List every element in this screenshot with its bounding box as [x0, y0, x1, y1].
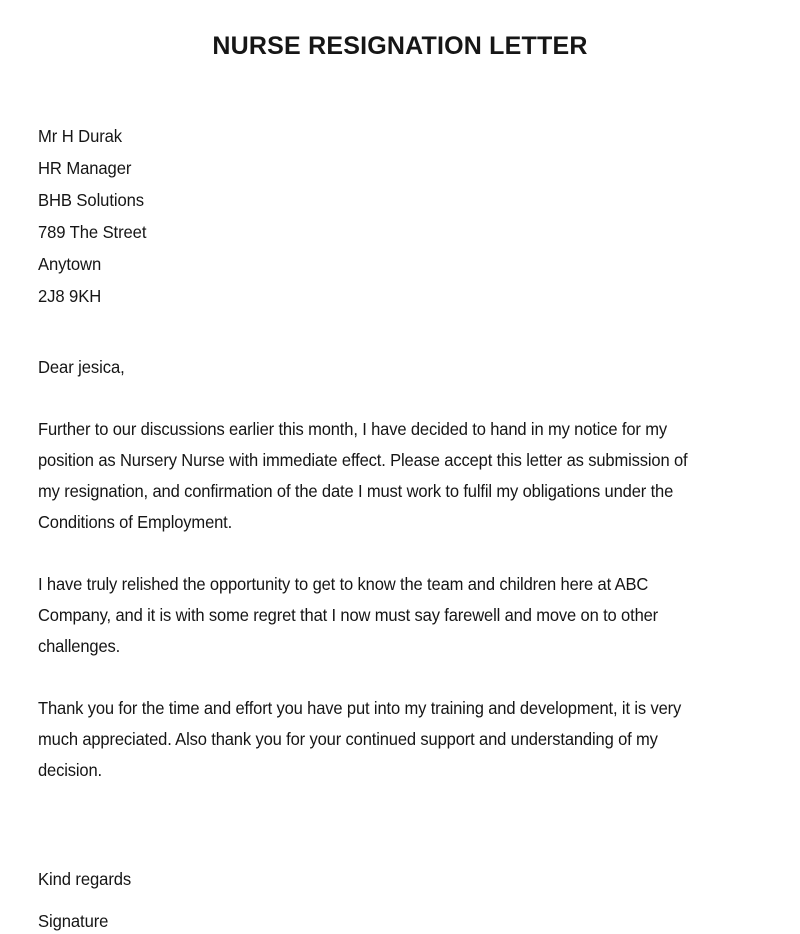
paragraph-line: Further to our discussions earlier this month, I have decided to hand in my notice for my	[38, 419, 667, 439]
signature-label: Signature	[38, 911, 109, 931]
address-line: 2J8 9KH	[38, 286, 102, 306]
paragraph-line: position as Nursery Nurse with immediate effect. Please accept this letter as submission of	[38, 450, 688, 470]
paragraph-line: Thank you for the time and effort you have put into my training and development, it is very	[38, 698, 682, 718]
closing-block	[38, 858, 770, 934]
paragraph-line: challenges.	[38, 636, 121, 656]
salutation: Dear jesica,	[38, 357, 125, 377]
body-paragraph	[38, 569, 770, 662]
recipient-address-block	[38, 120, 770, 312]
address-line: BHB Solutions	[38, 190, 144, 210]
paragraph-line: Company, and it is with some regret that I now must say farewell and move on to other	[38, 605, 659, 625]
paragraph-line: Conditions of Employment.	[38, 512, 233, 532]
paragraph-line: I have truly relished the opportunity to get to know the team and children here at ABC	[38, 574, 649, 594]
paragraph-line: my resignation, and confirmation of the date I must work to fulfil my obligations under the	[38, 481, 674, 501]
letter-body	[38, 120, 770, 934]
address-line: Mr H Durak	[38, 126, 123, 146]
address-line: 789 The Street	[38, 222, 147, 242]
address-line: Anytown	[38, 254, 102, 274]
address-line: HR Manager	[38, 158, 132, 178]
page-title: NURSE RESIGNATION LETTER	[212, 32, 588, 60]
valediction: Kind regards	[38, 869, 132, 889]
paragraph-line: much appreciated. Also thank you for your continued support and understanding of my	[38, 729, 658, 749]
body-paragraph	[38, 693, 770, 786]
body-paragraph	[38, 414, 770, 538]
paragraph-line: decision.	[38, 760, 102, 780]
